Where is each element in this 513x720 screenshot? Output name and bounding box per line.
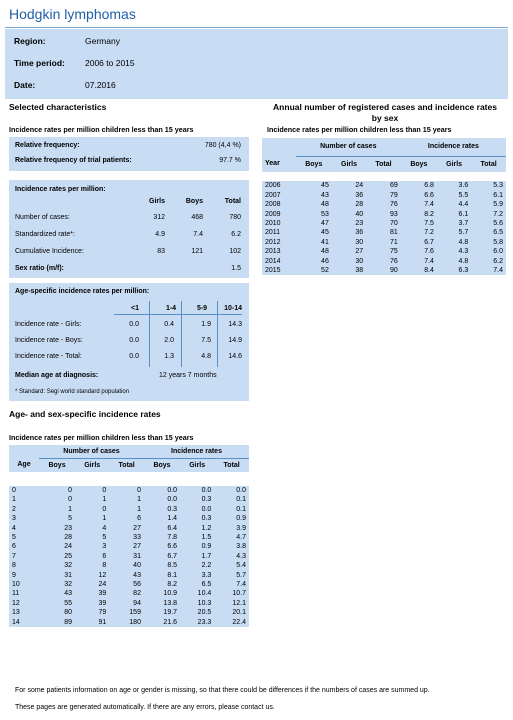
table-row	[9, 514, 249, 523]
table-cell: 6	[137, 515, 141, 523]
ir-row-label: Standardized rate*:	[15, 231, 75, 238]
table-cell: 53	[321, 210, 329, 218]
table-cell: 3	[102, 543, 107, 551]
incidence-rates-box	[9, 180, 249, 278]
table-cell: 180	[129, 618, 141, 626]
table-cell: 24	[64, 543, 73, 551]
table-cell: 82	[133, 590, 141, 598]
table-cell: 8.5	[167, 562, 178, 570]
table-cell: 4.8	[458, 238, 469, 246]
table-cell: 75	[390, 248, 398, 256]
table-cell: 1	[137, 496, 141, 504]
table-cell: 5.3	[493, 182, 503, 190]
table-cell: 10.3	[197, 599, 212, 607]
table-row	[262, 181, 506, 190]
table-cell: 32	[64, 562, 73, 570]
age-cell: 0.0	[129, 321, 139, 328]
table-cell: 25	[64, 552, 73, 560]
table-cell: 4.3	[458, 248, 469, 256]
table-cell: 2014	[265, 257, 281, 265]
date-value: 07.2016	[85, 80, 116, 90]
table-cell: 39	[98, 599, 107, 607]
table-cell: 8	[12, 562, 16, 570]
date-label: Date:	[14, 80, 36, 90]
table-cell: 8	[102, 562, 107, 570]
annual-table-body	[262, 181, 506, 275]
table-cell: 24	[98, 581, 107, 589]
ir-cell: 468	[191, 214, 203, 221]
age-cell: 1.9	[201, 321, 211, 328]
table-cell: 79	[390, 191, 398, 199]
ir-cell: 4.9	[155, 231, 165, 238]
table-cell: 12	[12, 599, 20, 607]
agesex-table	[9, 445, 249, 627]
ir-cell: 7.4	[193, 231, 203, 238]
table-cell: 10.7	[232, 590, 246, 598]
agesex-group-rates: Incidence rates	[144, 445, 249, 458]
agesex-col: Boys	[153, 461, 171, 469]
table-cell: 23	[355, 220, 364, 228]
table-cell: 7.4	[424, 201, 434, 209]
table-cell: 19.7	[163, 609, 178, 617]
footer-contact: These pages are generated automatically. If there are any errors, please contact us.	[15, 704, 275, 711]
annual-group-cases: Number of cases	[296, 138, 401, 156]
table-cell: 8.4	[424, 267, 434, 275]
ir-cell: 312	[153, 214, 165, 221]
table-cell: 45	[321, 229, 329, 237]
table-row	[262, 219, 506, 228]
table-cell: 5.8	[493, 238, 503, 246]
agesex-table-wrapper	[9, 445, 249, 627]
page-title: Hodgkin lymphomas	[9, 6, 136, 22]
age-title: Age-specific incidence rates per million:	[15, 288, 150, 295]
period-value: 2006 to 2015	[85, 58, 135, 68]
agesex-subtitle: Incidence rates per million children less than 15 years	[9, 433, 194, 442]
footer-note: For some patients information on age or gender is missing, so that there could be differences if the numbers of cases are summed up.	[15, 687, 430, 694]
table-cell: 0.1	[236, 496, 246, 504]
annual-col: Total	[480, 160, 497, 168]
table-cell: 7	[12, 552, 16, 560]
age-row-label: Incidence rate - Total:	[15, 353, 82, 360]
rel-freq-value: 780 (4,4 %)	[204, 142, 241, 149]
age-header-line	[114, 314, 242, 315]
header-box	[5, 29, 508, 99]
age-col: <1	[131, 305, 139, 312]
table-cell: 5.9	[493, 201, 503, 209]
age-cell: 0.4	[164, 321, 174, 328]
table-cell: 6.2	[493, 257, 503, 265]
table-cell: 4.4	[458, 201, 469, 209]
ir-cell: 83	[157, 248, 165, 255]
table-cell: 40	[355, 210, 364, 218]
table-cell: 6.8	[424, 182, 434, 190]
table-cell: 32	[64, 581, 73, 589]
table-cell: 48	[321, 201, 329, 209]
age-cell: 14.6	[228, 353, 242, 360]
table-cell: 12	[98, 571, 107, 579]
table-cell: 40	[133, 562, 141, 570]
table-cell: 4.3	[236, 552, 246, 560]
table-cell: 90	[390, 267, 398, 275]
agesex-group-cases: Number of cases	[39, 445, 144, 458]
table-row	[9, 589, 249, 598]
table-row	[9, 618, 249, 627]
table-cell: 6	[12, 543, 16, 551]
table-cell: 6.1	[493, 191, 503, 199]
annual-title-line1: Annual number of registered cases and incidence rates	[273, 102, 497, 112]
ir-col-boys: Boys	[185, 198, 203, 205]
table-cell: 36	[355, 191, 364, 199]
table-cell: 47	[321, 220, 329, 228]
table-cell: 69	[390, 182, 398, 190]
age-cell: 0.0	[129, 353, 139, 360]
age-row-label: Incidence rate - Boys:	[15, 337, 83, 344]
selected-subtitle: Incidence rates per million children less than 15 years	[9, 125, 194, 134]
agesex-col: Total	[118, 461, 135, 469]
median-age-value: 12 years 7 months	[159, 372, 217, 379]
table-cell: 2	[12, 505, 16, 513]
table-cell: 0	[12, 487, 16, 494]
table-cell: 7.2	[493, 210, 503, 218]
table-cell: 1	[102, 515, 107, 523]
table-cell: 1	[12, 496, 16, 504]
table-cell: 6.0	[493, 248, 503, 256]
age-col: 1-4	[165, 305, 177, 312]
table-cell: 0.0	[201, 487, 212, 494]
table-row	[9, 580, 249, 589]
table-cell: 0	[137, 487, 141, 494]
table-row	[262, 200, 506, 209]
table-cell: 1.4	[167, 515, 178, 523]
table-row	[9, 608, 249, 617]
table-cell: 10	[12, 581, 20, 589]
table-cell: 48	[321, 248, 329, 256]
annual-title-line2: by sex	[371, 113, 399, 123]
age-cell: 2.0	[164, 337, 174, 344]
table-cell: 0.3	[201, 515, 212, 523]
table-cell: 2010	[265, 220, 281, 228]
annual-group-rates: Incidence rates	[401, 138, 506, 156]
table-cell: 5.5	[458, 191, 469, 199]
table-row	[9, 533, 249, 542]
table-cell: 8.2	[167, 581, 178, 589]
footnote: * Standard: Segi world standard population	[15, 389, 130, 395]
table-cell: 39	[98, 590, 107, 598]
table-cell: 6.5	[201, 581, 212, 589]
table-cell: 3.7	[458, 220, 469, 228]
table-cell: 2015	[265, 267, 281, 275]
table-cell: 0	[102, 487, 107, 494]
rel-trial-label: Relative frequency of trial patients:	[15, 157, 132, 164]
table-cell: 76	[390, 257, 398, 265]
table-cell: 70	[390, 220, 398, 228]
age-cell: 14.9	[228, 337, 242, 344]
table-row	[262, 191, 506, 200]
table-cell: 159	[129, 609, 141, 617]
table-cell: 7.8	[167, 534, 178, 542]
table-cell: 20.5	[197, 609, 212, 617]
table-row	[9, 561, 249, 570]
table-cell: 0	[68, 487, 73, 494]
table-cell: 0	[102, 505, 107, 513]
period-label: Time period:	[14, 58, 65, 68]
table-cell: 23.3	[197, 618, 212, 626]
table-cell: 0.3	[201, 496, 212, 504]
selected-title: Selected characteristics	[9, 102, 107, 112]
ir-col-total: Total	[224, 198, 241, 205]
table-cell: 22.4	[232, 618, 246, 626]
table-cell: 43	[321, 191, 329, 199]
table-cell: 1.5	[201, 534, 212, 542]
agesex-col: Girls	[84, 461, 101, 469]
table-cell: 13.8	[163, 599, 178, 607]
table-cell: 6.6	[424, 191, 434, 199]
table-cell: 71	[390, 238, 398, 246]
age-col: 5-9	[196, 305, 208, 312]
table-cell: 5	[68, 515, 73, 523]
ir-cell: 780	[229, 214, 241, 221]
annual-col: Boys	[305, 160, 323, 168]
table-cell: 21.6	[163, 618, 178, 626]
age-specific-box	[9, 283, 249, 401]
table-cell: 79	[98, 609, 107, 617]
annual-table-wrapper	[262, 138, 506, 275]
table-cell: 5.6	[493, 220, 503, 228]
table-cell: 94	[133, 599, 141, 607]
annual-subtitle: Incidence rates per million children less than 15 years	[267, 125, 452, 134]
table-cell: 7.4	[424, 257, 434, 265]
table-cell: 0.9	[236, 515, 246, 523]
agesex-col: Boys	[48, 461, 66, 469]
table-cell: 0.9	[201, 543, 212, 551]
table-cell: 56	[133, 581, 141, 589]
table-cell: 2007	[265, 191, 281, 199]
table-cell: 52	[321, 267, 329, 275]
table-row	[9, 599, 249, 608]
ir-row-label: Cumulative Incidence:	[15, 248, 84, 255]
table-cell: 91	[98, 618, 107, 626]
table-cell: 5.4	[236, 562, 246, 570]
table-cell: 80	[64, 609, 73, 617]
table-cell: 7.4	[493, 267, 503, 275]
table-cell: 2006	[265, 182, 281, 190]
table-cell: 3	[12, 515, 16, 523]
table-row	[9, 495, 249, 504]
table-cell: 4.8	[458, 257, 469, 265]
table-cell: 3.6	[458, 182, 469, 190]
title-divider	[5, 27, 508, 28]
table-cell: 28	[64, 534, 73, 542]
table-cell: 23	[64, 524, 73, 532]
table-cell: 27	[355, 248, 364, 256]
table-cell: 3.3	[201, 571, 212, 579]
table-cell: 31	[133, 552, 141, 560]
table-cell: 55	[64, 599, 73, 607]
table-cell: 4	[102, 524, 107, 532]
table-cell: 38	[355, 267, 364, 275]
table-cell: 13	[12, 609, 20, 617]
table-cell: 5.7	[458, 229, 469, 237]
table-cell: 2008	[265, 201, 281, 209]
table-row	[262, 228, 506, 237]
ir-cell: 121	[191, 248, 203, 255]
table-cell: 0.0	[167, 487, 178, 494]
table-cell: 10.4	[197, 590, 212, 598]
table-cell: 9	[12, 571, 16, 579]
table-cell: 0	[68, 496, 73, 504]
table-cell: 0.0	[201, 505, 212, 513]
relative-frequency-box	[9, 137, 249, 171]
rel-trial-value: 97.7 %	[219, 157, 241, 164]
ir-title: Incidence rates per million:	[15, 186, 106, 193]
table-row	[262, 247, 506, 256]
table-cell: 41	[321, 238, 329, 246]
table-cell: 27	[133, 524, 141, 532]
table-cell: 5.7	[236, 571, 246, 579]
annual-col: Girls	[341, 160, 357, 168]
table-cell: 5	[12, 534, 16, 542]
table-cell: 10.9	[163, 590, 178, 598]
table-cell: 4	[12, 524, 16, 532]
age-cell: 14.3	[228, 321, 242, 328]
table-cell: 76	[390, 201, 398, 209]
table-cell: 30	[355, 238, 364, 246]
table-cell: 0.0	[167, 496, 178, 504]
table-cell: 8.2	[424, 210, 434, 218]
table-cell: 6.3	[458, 267, 469, 275]
table-cell: 1.2	[201, 524, 212, 532]
age-cell: 4.8	[201, 353, 211, 360]
table-cell: 46	[321, 257, 329, 265]
age-col: 10-14	[224, 305, 242, 312]
sex-ratio-value: 1.5	[231, 265, 241, 272]
annual-col: Girls	[446, 160, 463, 168]
table-row	[9, 524, 249, 533]
table-cell: 81	[390, 229, 398, 237]
table-cell: 1	[137, 505, 141, 513]
table-cell: 7.2	[424, 229, 434, 237]
table-cell: 36	[355, 229, 364, 237]
table-cell: 0.3	[167, 505, 178, 513]
annual-col: Total	[375, 160, 392, 168]
agesex-col: Total	[223, 461, 240, 469]
table-row	[262, 266, 506, 275]
table-cell: 20.1	[232, 609, 246, 617]
sex-ratio-label: Sex ratio (m/f):	[15, 265, 65, 272]
table-cell: 6.7	[424, 238, 434, 246]
table-row	[262, 257, 506, 266]
agesex-th-spacer	[9, 445, 39, 458]
table-cell: 1.7	[201, 552, 212, 560]
table-row	[262, 210, 506, 219]
table-cell: 6.1	[458, 210, 469, 218]
table-cell: 31	[64, 571, 73, 579]
table-cell: 8.1	[167, 571, 178, 579]
annual-col-year: Year	[265, 160, 280, 168]
table-cell: 6.7	[167, 552, 178, 560]
table-cell: 0.1	[236, 505, 246, 513]
table-cell: 6	[102, 552, 107, 560]
table-row	[9, 486, 249, 495]
region-label: Region:	[14, 36, 46, 46]
table-cell: 6.4	[167, 524, 178, 532]
annual-col: Boys	[410, 160, 428, 168]
table-cell: 45	[321, 182, 329, 190]
table-cell: 7.5	[424, 220, 434, 228]
age-cell: 0.0	[129, 337, 139, 344]
table-cell: 33	[133, 534, 141, 542]
table-cell: 12.1	[232, 599, 246, 607]
table-cell: 24	[355, 182, 364, 190]
median-age-label: Median age at diagnosis:	[15, 372, 99, 379]
table-cell: 7.4	[236, 581, 246, 589]
table-cell: 27	[133, 543, 141, 551]
age-cell: 7.5	[201, 337, 211, 344]
agesex-col: Girls	[189, 461, 206, 469]
agesex-table-body	[9, 486, 249, 627]
table-cell: 2.2	[201, 562, 212, 570]
table-cell: 6.5	[493, 229, 503, 237]
ir-row-label: Number of cases:	[15, 214, 70, 221]
table-cell: 89	[64, 618, 73, 626]
annual-table	[262, 138, 506, 275]
table-cell: 2013	[265, 248, 281, 256]
table-cell: 30	[355, 257, 364, 265]
table-cell: 5	[102, 534, 107, 542]
table-cell: 3.9	[236, 524, 246, 532]
age-row-label: Incidence rate - Girls:	[15, 321, 82, 328]
table-row	[9, 571, 249, 580]
table-cell: 3.8	[236, 543, 246, 551]
table-cell: 0.0	[236, 487, 246, 494]
table-cell: 11	[12, 590, 20, 598]
table-cell: 7.6	[424, 248, 434, 256]
table-cell: 1	[68, 505, 73, 513]
table-cell: 43	[133, 571, 141, 579]
agesex-col-age: Age	[17, 461, 31, 469]
table-cell: 2011	[265, 229, 281, 237]
ir-cell: 102	[229, 248, 241, 255]
annual-th-spacer	[262, 138, 296, 156]
rel-freq-label: Relative frequency:	[15, 142, 80, 149]
table-row	[9, 552, 249, 561]
table-cell: 28	[355, 201, 364, 209]
table-row	[262, 238, 506, 247]
table-row	[9, 542, 249, 551]
table-cell: 2012	[265, 238, 281, 246]
ir-col-girls: Girls	[149, 198, 165, 205]
table-cell: 6.6	[167, 543, 178, 551]
ir-cell: 6.2	[231, 231, 241, 238]
table-cell: 14	[12, 618, 20, 626]
table-cell: 1	[102, 496, 107, 504]
agesex-title: Age- and sex-specific incidence rates	[9, 409, 161, 419]
table-cell: 4.7	[236, 534, 246, 542]
table-row	[9, 505, 249, 514]
region-value: Germany	[85, 36, 120, 46]
table-cell: 43	[64, 590, 73, 598]
table-cell: 2009	[265, 210, 281, 218]
age-cell: 1.3	[164, 353, 174, 360]
table-cell: 93	[390, 210, 398, 218]
